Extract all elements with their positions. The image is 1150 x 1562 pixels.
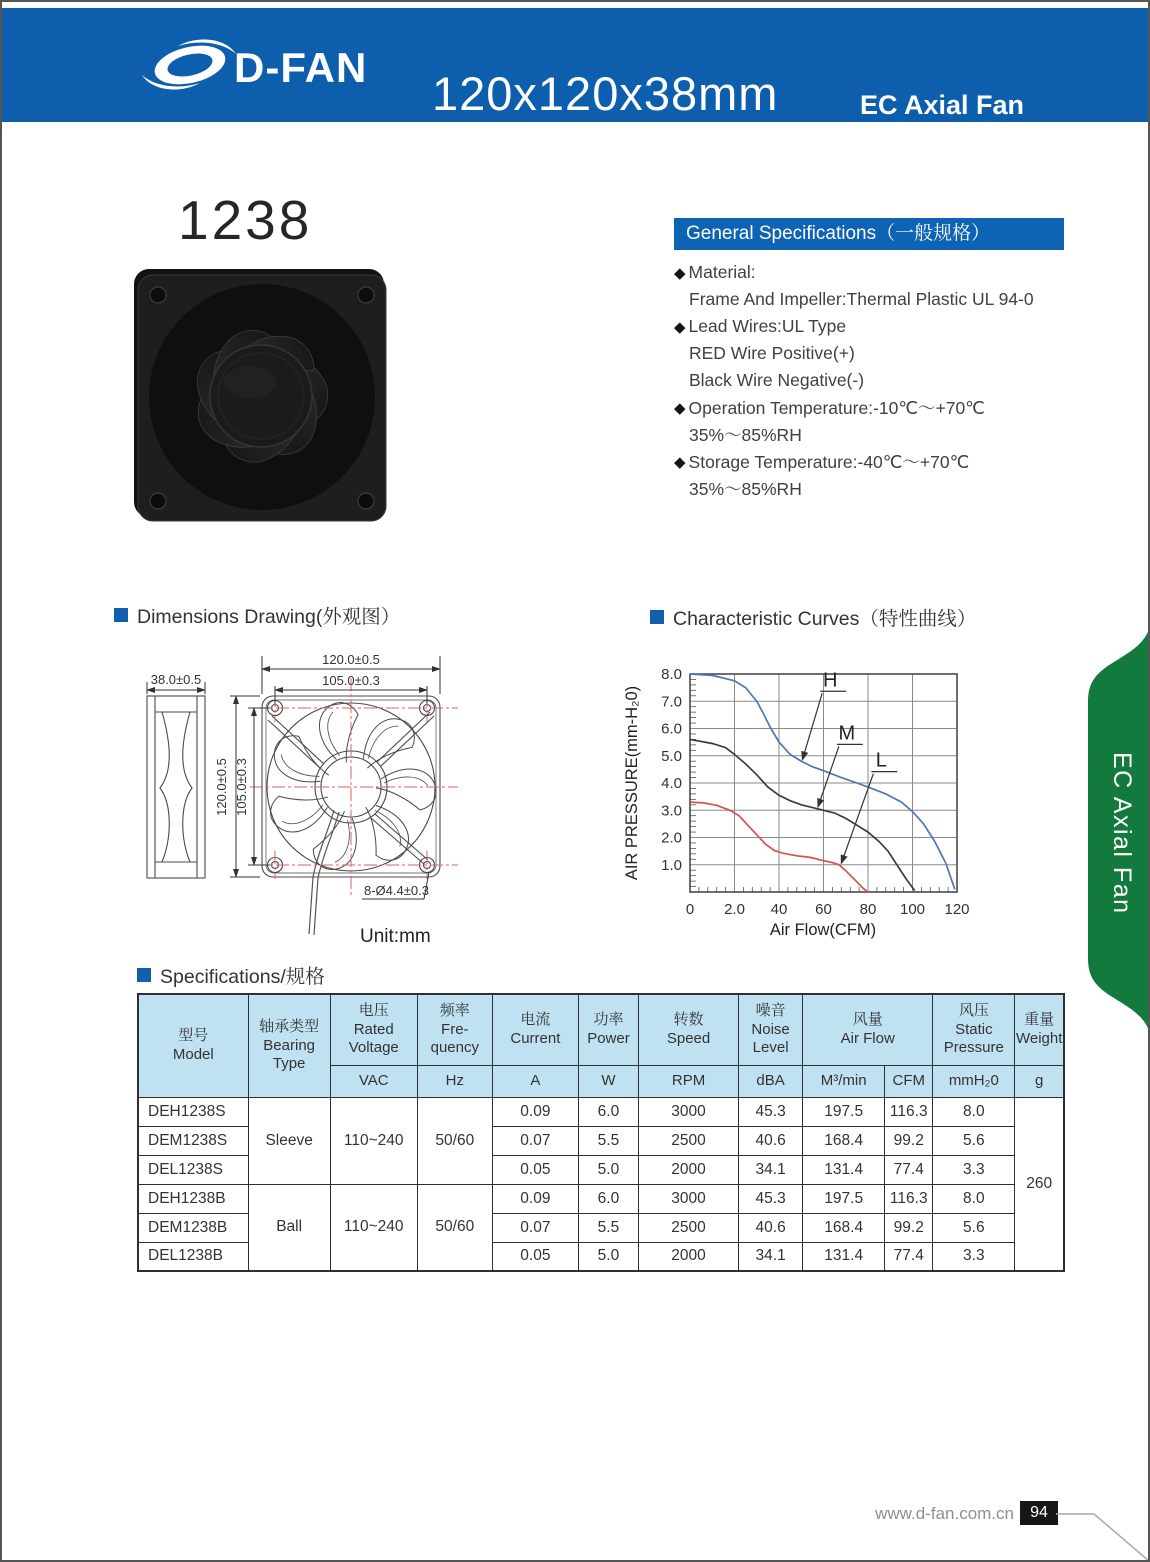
bearing-cell: Ball (248, 1184, 330, 1271)
list-item-text: Frame And Impeller:Thermal Plastic UL 94-0 (689, 289, 1034, 309)
value-cell: 6.0 (578, 1184, 638, 1213)
value-cell: 8.0 (933, 1184, 1015, 1213)
section-title: Dimensions Drawing(外观图） (137, 606, 401, 628)
section-title: Specifications/规格 (160, 966, 325, 988)
value-cell: 116.3 (885, 1184, 933, 1213)
height-inner-dimension: 105.0±0.3 (234, 758, 249, 816)
svg-text:4.0: 4.0 (661, 775, 682, 792)
col-header-airflow: 风量 Air Flow (803, 994, 933, 1065)
svg-text:100: 100 (899, 901, 926, 918)
list-item (674, 394, 1094, 421)
value-cell: 2000 (638, 1155, 738, 1184)
list-item-text: Material: (688, 262, 756, 282)
list-item (674, 340, 1094, 367)
dimensions-section-header (114, 601, 400, 629)
value-cell: 2500 (638, 1126, 738, 1155)
list-item-text: Black Wire Negative(-) (689, 370, 865, 390)
value-cell: 6.0 (578, 1097, 638, 1126)
value-cell: 5.0 (578, 1155, 638, 1184)
col-header-noise: 噪音 Noise Level (739, 994, 803, 1065)
weight-cell: 260 (1015, 1097, 1064, 1271)
side-tab (1084, 610, 1150, 1050)
centerlines (250, 678, 458, 898)
voltage-cell: 110~240 (330, 1184, 417, 1271)
svg-text:1.0: 1.0 (661, 856, 682, 874)
svg-text:3.0: 3.0 (661, 802, 682, 820)
list-item (674, 286, 1094, 313)
list-item (674, 475, 1094, 502)
value-cell: 2500 (638, 1213, 738, 1242)
value-cell: 168.4 (803, 1126, 885, 1155)
model-cell: DEH1238B (138, 1184, 248, 1213)
top-banner (2, 8, 1148, 122)
value-cell: 131.4 (803, 1155, 885, 1184)
svg-text:120: 120 (944, 901, 970, 918)
unit-dba: dBA (739, 1065, 803, 1097)
svg-text:7.0: 7.0 (661, 693, 682, 711)
col-header-power: 功率 Power (578, 994, 638, 1065)
col-header-voltage: 电压 Rated Voltage (330, 994, 417, 1065)
value-cell: 2000 (638, 1242, 738, 1271)
height-outer-dimension: 120.0±0.5 (214, 758, 229, 816)
svg-text:5.0: 5.0 (661, 747, 682, 765)
section-title: Characteristic Curves（特性曲线） (673, 608, 977, 630)
product-photo (132, 268, 390, 524)
value-cell: 77.4 (885, 1242, 933, 1271)
list-item-text: RED Wire Positive(+) (689, 343, 855, 363)
col-header-frequency: 频率 Fre-quency (417, 994, 492, 1065)
svg-text:60: 60 (815, 901, 832, 918)
front-view-blades (264, 699, 436, 874)
list-item-text: 35%～85%RH (689, 425, 802, 445)
voltage-cell: 110~240 (330, 1097, 417, 1184)
list-item (674, 259, 1094, 286)
value-cell: 3000 (638, 1184, 738, 1213)
value-cell: 40.6 (739, 1126, 803, 1155)
value-cell: 5.6 (933, 1213, 1015, 1242)
col-header-speed: 转数 Speed (638, 994, 738, 1065)
col-header-model: 型号 Model (138, 994, 248, 1097)
specifications-section-header (137, 961, 325, 989)
blue-square-icon (650, 610, 664, 624)
value-cell: 168.4 (803, 1213, 885, 1242)
col-header-bearing: 轴承类型 Bearing Type (248, 994, 330, 1097)
svg-text:40: 40 (770, 901, 788, 918)
brand-logo-icon (138, 34, 238, 98)
value-cell: 40.6 (739, 1213, 803, 1242)
value-cell: 0.07 (492, 1213, 578, 1242)
svg-text:80: 80 (859, 901, 877, 918)
col-header-current: 电流 Current (492, 994, 578, 1065)
unit-cfm: CFM (885, 1065, 933, 1097)
value-cell: 45.3 (739, 1097, 803, 1126)
list-item-text: Operation Temperature:-10℃～+70℃ (688, 398, 985, 418)
size-title: 120x120x38mm (432, 67, 779, 120)
list-item (674, 421, 1094, 448)
blue-square-icon (137, 968, 151, 982)
svg-text:2.0: 2.0 (724, 901, 745, 918)
value-cell: 3.3 (933, 1242, 1015, 1271)
hole-callout: 8-Ø4.4±0.3 (364, 883, 429, 898)
value-cell: 0.09 (492, 1184, 578, 1213)
frequency-cell: 50/60 (417, 1097, 492, 1184)
specifications-table (137, 993, 1065, 1272)
unit-label: Unit:mm (360, 926, 431, 947)
model-cell: DEH1238S (138, 1097, 248, 1126)
value-cell: 116.3 (885, 1097, 933, 1126)
list-item-text: 35%～85%RH (689, 479, 802, 499)
table-row (138, 1097, 1064, 1126)
table-row (138, 1184, 1064, 1213)
unit-hz: Hz (417, 1065, 492, 1097)
list-item (674, 367, 1094, 394)
value-cell: 0.05 (492, 1155, 578, 1184)
col-header-weight: 重量 Weight (1015, 994, 1064, 1065)
dimensions-drawing (112, 642, 484, 962)
unit-vac: VAC (330, 1065, 417, 1097)
unit-a: A (492, 1065, 578, 1097)
list-item (674, 313, 1094, 340)
model-cell: DEL1238B (138, 1242, 248, 1271)
list-item (674, 448, 1094, 475)
value-cell: 34.1 (739, 1155, 803, 1184)
value-cell: 3000 (638, 1097, 738, 1126)
footer-website: www.d-fan.com.cn (875, 1504, 1014, 1523)
value-cell: 5.5 (578, 1213, 638, 1242)
value-cell: 45.3 (739, 1184, 803, 1213)
value-cell: 8.0 (933, 1097, 1015, 1126)
diamond-bullet-icon: ◆ (674, 264, 686, 282)
page-number: 94 (1020, 1501, 1058, 1525)
value-cell: 3.3 (933, 1155, 1015, 1184)
value-cell: 5.5 (578, 1126, 638, 1155)
svg-text:0: 0 (685, 901, 695, 918)
depth-dimension: 38.0±0.5 (150, 672, 202, 687)
unit-rpm: RPM (638, 1065, 738, 1097)
unit-w: W (578, 1065, 638, 1097)
value-cell: 131.4 (803, 1242, 885, 1271)
unit-g: g (1015, 1065, 1064, 1097)
value-cell: 0.09 (492, 1097, 578, 1126)
x-axis-label: Air Flow(CFM) (769, 921, 877, 939)
svg-text:2.0: 2.0 (661, 829, 682, 847)
value-cell: 99.2 (885, 1213, 933, 1242)
brand-name: D-FAN (234, 44, 368, 91)
diamond-bullet-icon: ◆ (674, 399, 686, 417)
footer-line (1052, 1500, 1150, 1562)
characteristic-curves-chart (620, 638, 1012, 940)
svg-text:M: M (838, 722, 856, 745)
unit-mmh2o: mmH₂0 (933, 1065, 1015, 1097)
model-cell: DEM1238B (138, 1213, 248, 1242)
blue-square-icon (114, 608, 128, 622)
diamond-bullet-icon: ◆ (674, 453, 686, 471)
side-tab-label: EC Axial Fan (1108, 752, 1136, 915)
svg-text:H: H (822, 669, 838, 692)
frequency-cell: 50/60 (417, 1184, 492, 1271)
curves-section-header (650, 603, 976, 631)
list-item-text: Storage Temperature:-40℃～+70℃ (688, 452, 970, 472)
col-header-pressure: 风压 Static Pressure (933, 994, 1015, 1065)
value-cell: 197.5 (803, 1184, 885, 1213)
svg-text:L: L (875, 749, 887, 772)
model-cell: DEL1238S (138, 1155, 248, 1184)
value-cell: 5.0 (578, 1242, 638, 1271)
value-cell: 5.6 (933, 1126, 1015, 1155)
value-cell: 34.1 (739, 1242, 803, 1271)
y-axis-label: AIR PRESSURE(mm-H₂0) (623, 685, 641, 881)
svg-text:8.0: 8.0 (661, 666, 682, 683)
value-cell: 0.05 (492, 1242, 578, 1271)
svg-text:6.0: 6.0 (661, 720, 682, 738)
general-specs-header: General Specifications（一般规格） (674, 218, 1064, 250)
general-specs-list (674, 259, 1094, 502)
value-cell: 0.07 (492, 1126, 578, 1155)
unit-m3min: M³/min (803, 1065, 885, 1097)
width-outer-dimension: 120.0±0.5 (322, 652, 380, 667)
list-item-text: Lead Wires:UL Type (688, 316, 847, 336)
diamond-bullet-icon: ◆ (674, 318, 686, 336)
model-cell: DEM1238S (138, 1126, 248, 1155)
value-cell: 99.2 (885, 1126, 933, 1155)
width-inner-dimension: 105.0±0.3 (322, 673, 380, 688)
value-cell: 77.4 (885, 1155, 933, 1184)
product-type-label: EC Axial Fan (860, 90, 1025, 120)
side-view (147, 696, 205, 878)
model-number: 1238 (178, 189, 313, 251)
value-cell: 197.5 (803, 1097, 885, 1126)
bearing-cell: Sleeve (248, 1097, 330, 1184)
